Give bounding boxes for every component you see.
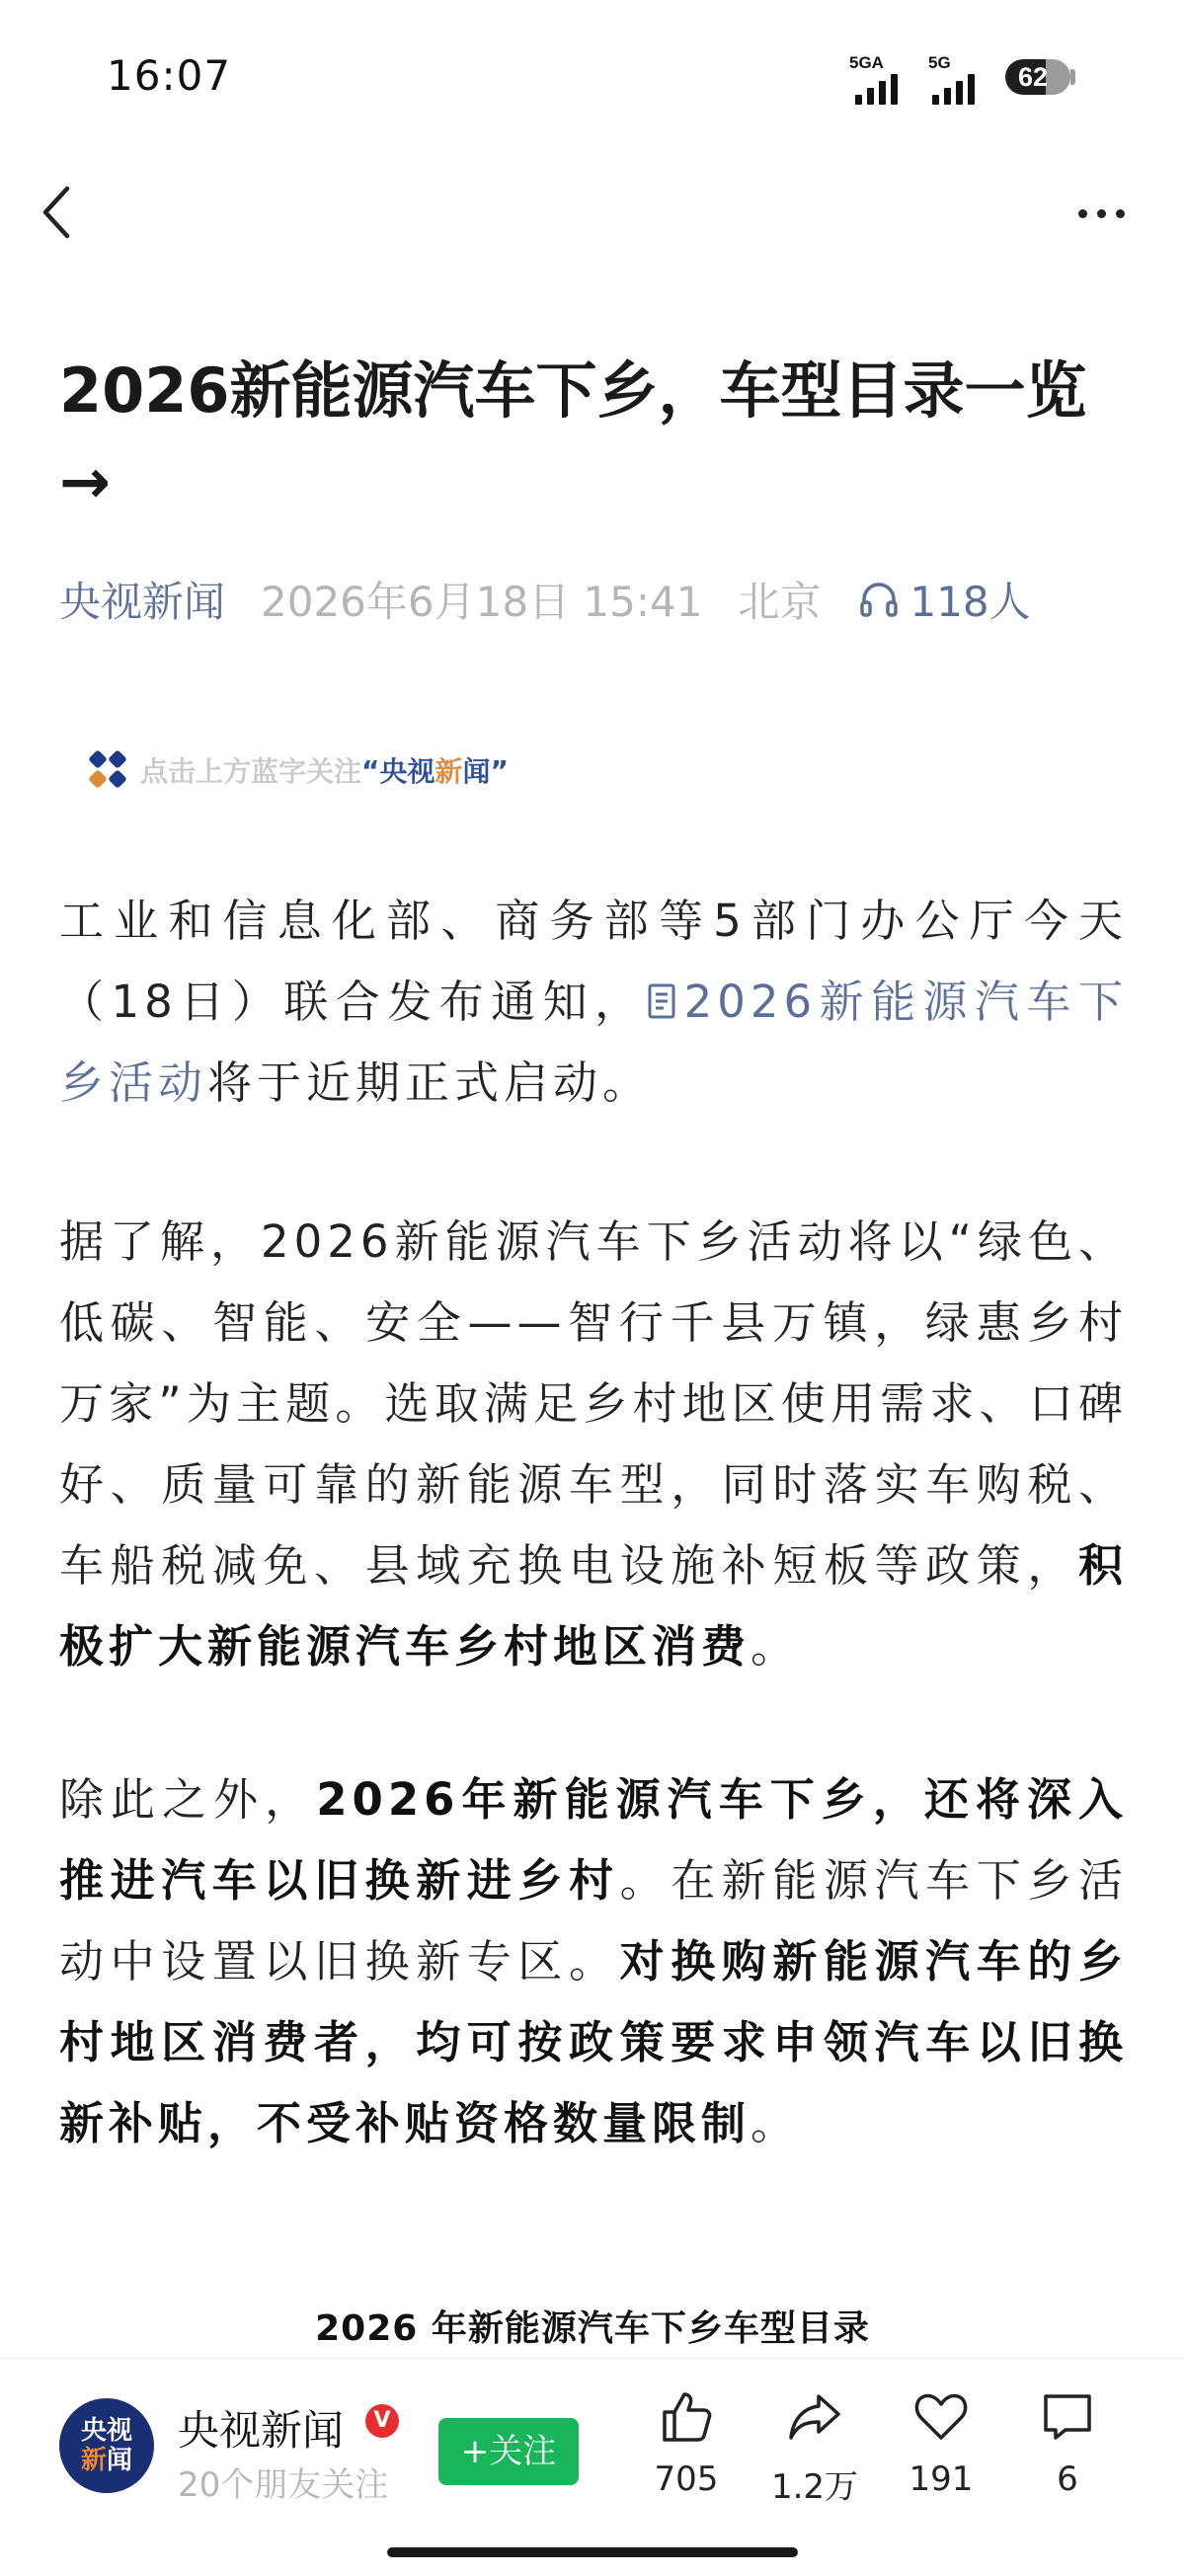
avatar-text-bottom-a: 新 <box>80 2446 107 2475</box>
comment-bubble-icon <box>1038 2386 1097 2446</box>
thumbs-up-icon <box>657 2386 716 2446</box>
share-button[interactable] <box>760 2386 869 2508</box>
brand-name-part1: 央视 <box>379 755 435 788</box>
cctv-logo-icon <box>87 750 130 790</box>
table-caption: 2026 年新能源汽车下乡车型目录 <box>315 2308 870 2349</box>
like-button[interactable] <box>632 2386 741 2499</box>
paragraph-1 <box>59 881 1128 1124</box>
favorite-count: 191 <box>908 2459 974 2499</box>
quote-close: ” <box>490 753 509 787</box>
account-avatar[interactable] <box>59 2398 154 2493</box>
verified-badge-icon: V <box>365 2404 399 2438</box>
listen-button[interactable] <box>858 570 1030 629</box>
paragraph-2-text-a: 据了解，2026新能源汽车下乡活动将以“绿色、低碳、智能、安全——智行千县万镇，绿惠乡村万家”为主题。选取满足乡村地区使用需求、口碑好、质量可靠的新能源车型，同时落实车购税、车船税减免、县域充换电设施补短板等政策， <box>59 1215 1128 1592</box>
paragraph-3-text-a: 除此之外， <box>59 1773 317 1826</box>
paragraph-3-bold-b: 对换购新能源汽车的乡村地区消费者，均可按政策要求申领汽车以旧换新补贴，不受补贴资格数量限制 <box>59 1935 1128 2149</box>
signal-5g-icon <box>928 55 989 99</box>
avatar-text-top: 央视 <box>80 2416 132 2446</box>
paragraph-3-bold-a: 2026年新能源汽车下乡，还将深入推进汽车以旧换新进乡村 <box>59 1773 1128 1907</box>
follow-button[interactable]: +关注 <box>438 2418 579 2485</box>
status-bar <box>0 0 1185 148</box>
signal-5ga-label: 5GA <box>849 53 884 72</box>
back-button[interactable] <box>38 183 87 242</box>
chevron-left-icon <box>38 183 77 242</box>
status-time: 16:07 <box>107 51 232 100</box>
paragraph-3-text-c: 。 <box>750 2097 801 2149</box>
more-button[interactable] <box>1066 195 1136 231</box>
comment-count: 6 <box>1057 2459 1078 2499</box>
like-count: 705 <box>654 2459 719 2499</box>
paragraph-2-text-b: 。 <box>750 1620 801 1673</box>
account-name[interactable]: 央视新闻 <box>178 2406 345 2455</box>
paragraph-1-text-a: 工业和信息化部、商务部等5部门办公厅今天（18日）联合发布通知， <box>59 895 1128 1028</box>
headphones-icon <box>858 579 900 620</box>
bottom-action-bar <box>0 2358 1185 2576</box>
paragraph-3-text-b: 。在新能源汽车下乡活动中设置以旧换新专区。 <box>59 1854 1128 1988</box>
brand-name-part3: 闻 <box>462 755 491 788</box>
paragraph-2 <box>59 1202 1128 1687</box>
share-count: 1.2万 <box>770 2467 859 2507</box>
paragraph-3 <box>59 1759 1128 2164</box>
comment-button[interactable] <box>1013 2386 1122 2499</box>
more-dots-icon <box>1078 209 1087 218</box>
paragraph-1-text-b: 将于近期正式启动。 <box>207 1056 653 1109</box>
article-source-link[interactable]: 央视新闻 <box>59 578 226 626</box>
article-location: 北京 <box>738 578 822 626</box>
quote-open: “ <box>361 753 380 787</box>
battery-level: 62 <box>1017 62 1049 92</box>
signal-5ga-icon <box>849 55 918 99</box>
brand-name-part2: 新 <box>434 755 463 788</box>
follow-prompt-banner[interactable] <box>87 742 509 798</box>
heart-icon <box>911 2386 971 2446</box>
listener-count: 118人 <box>909 578 1031 626</box>
friends-following-count: 20个朋友关注 <box>178 2465 389 2505</box>
document-icon <box>647 981 678 1021</box>
favorite-button[interactable] <box>887 2386 995 2499</box>
article-title: 2026新能源汽车下乡，车型目录一览→ <box>59 354 1087 517</box>
article-meta <box>59 565 1031 634</box>
article-date: 2026年6月18日 15:41 <box>261 578 703 626</box>
signal-5g-label: 5G <box>928 53 951 72</box>
topic-link-text: 2026新能源汽车下乡活动 <box>59 976 1128 1109</box>
battery-icon <box>1005 59 1070 95</box>
avatar-text-bottom-b: 闻 <box>107 2446 133 2475</box>
share-arrow-icon <box>785 2386 844 2446</box>
follow-prompt-text: 点击上方蓝字关注 <box>140 755 362 788</box>
paragraph-2-bold: 积极扩大新能源汽车乡村地区消费 <box>59 1539 1128 1673</box>
home-indicator[interactable] <box>387 2547 798 2557</box>
battery-tip <box>1070 69 1075 85</box>
